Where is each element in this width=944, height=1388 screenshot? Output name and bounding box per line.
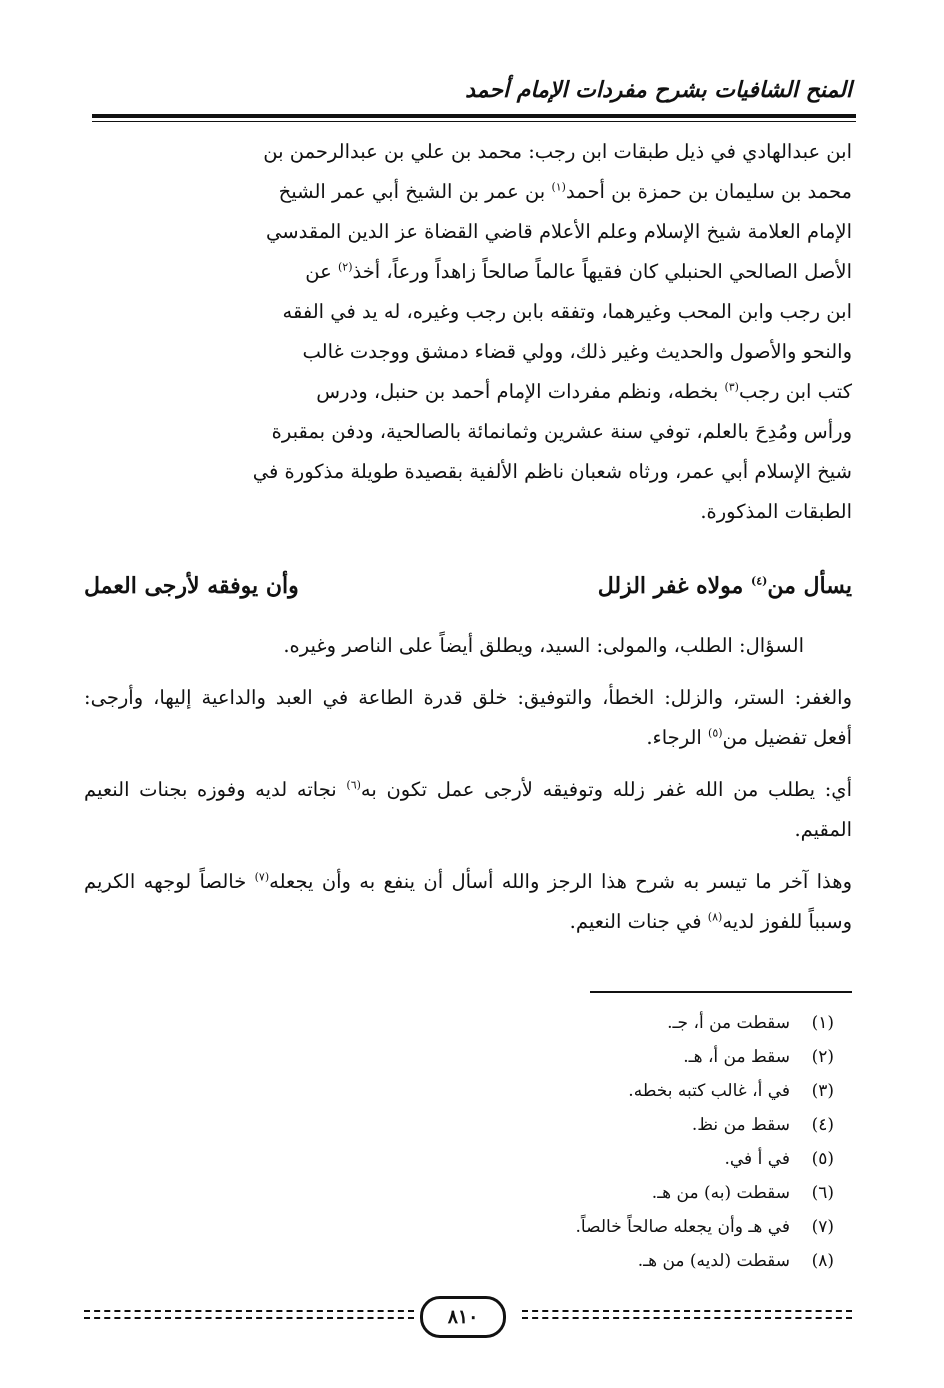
commentary-paragraph: وهذا آخر ما تيسر به شرح هذا الرجز والله أسأل أن ينفع به وأن يجعله$^{(٧)}$ خالصاً لوجهه الكريم وسبباً للفوز لديه$^{(٨)}$ في جنات النعيم.: [84, 870, 852, 933]
footnote-item: [380, 1108, 834, 1142]
text-line: والنحو والأصول والحديث وغير ذلك، وولي قضاء دمشق ووجدت غالب: [302, 340, 852, 363]
footnote-item: [380, 1210, 834, 1244]
poem-verse: [84, 562, 852, 610]
biography-paragraph: [84, 132, 852, 532]
footnote-ref[interactable]: (٥): [708, 726, 723, 740]
footnote-ref[interactable]: (١): [551, 180, 566, 194]
footnote-ref[interactable]: (٤): [751, 574, 768, 588]
running-header-title: المنح الشافيات بشرح مفردات الإمام أحمد: [465, 77, 852, 103]
header-rule-thick: [92, 114, 856, 118]
footnote-separator: [590, 991, 852, 993]
footnote-text: سقطت من أ، جـ.: [667, 1013, 790, 1033]
footnote-item: [380, 1040, 834, 1074]
footnote-text: في أ في.: [724, 1149, 790, 1169]
footnote-ref[interactable]: (٦): [346, 778, 361, 792]
page-footer: [84, 1300, 852, 1344]
footnote-item: [380, 1244, 834, 1278]
text-line: الطبقات المذكورة.: [700, 500, 852, 523]
commentary-paragraph: أي: يطلب من الله غفر زلله وتوفيقه لأرجى عمل تكون به$^{(٦)}$ نجاته لديه وفوزه بجنات النعيم المقيم.: [84, 778, 852, 841]
text-line: شيخ الإسلام أبي عمر، ورثاه شعبان ناظم الألفية بقصيدة طويلة مذكورة في: [252, 460, 852, 483]
footnote-text: سقط من أ، هـ.: [683, 1047, 790, 1067]
footnote-item: [380, 1142, 834, 1176]
footnote-number: (٨): [811, 1251, 834, 1271]
footnote-text: في هـ وأن يجعله صالحاً خالصاً.: [575, 1217, 790, 1237]
footnote-item: [380, 1176, 834, 1210]
text-line: كتب ابن رجب$^{(٣)}$ بخطه، ونظم مفردات الإمام أحمد بن حنبل، ودرس: [316, 380, 852, 403]
footer-dashed-rule: [84, 1310, 414, 1312]
footer-dashed-rule: [84, 1317, 414, 1319]
footnote-ref[interactable]: (٢): [337, 260, 353, 274]
footnote-number: (٥): [811, 1149, 834, 1169]
footnote-number: (٣): [811, 1081, 834, 1101]
text-line: ابن عبدالهادي في ذيل طبقات ابن رجب: محمد بن علي بن عبدالرحمن بن: [263, 140, 852, 163]
footnote-text: سقطت (به) من هـ.: [651, 1183, 790, 1203]
page-number: ٨١٠: [420, 1296, 506, 1338]
footnote-item: [380, 1074, 834, 1108]
text-line: الأصل الصالحي الحنبلي كان فقيهاً عالماً صالحاً زاهداً ورعاً، أخذ$^{(٢)}$ عن: [305, 260, 852, 283]
verse-second-hemistich: وأن يوفقه لأرجى العمل: [84, 573, 299, 599]
footnote-ref[interactable]: (٨): [707, 910, 723, 924]
verse-first-hemistich: يسأل من$^{(٤)}$ مولاه غفر الزلل: [597, 573, 852, 599]
text-line: محمد بن سليمان بن حمزة بن أحمد$^{(١)}$ بن عمر بن الشيخ أبي عمر الشيخ: [278, 180, 852, 203]
text-line: الإمام العلامة شيخ الإسلام وعلم الأعلام قاضي القضاة عز الدين المقدسي: [266, 220, 852, 243]
footnote-text: في أ، غالب كتبه بخطه.: [628, 1081, 790, 1101]
header-rule-thin: [92, 121, 856, 122]
text-line: ورأس ومُدِحَ بالعلم، توفي سنة عشرين وثمانمائة بالصالحية، ودفن بمقبرة: [271, 420, 852, 443]
footnote-item: [380, 1006, 834, 1040]
footnote-ref[interactable]: (٣): [724, 380, 739, 394]
footnotes-list: [380, 1006, 834, 1278]
footnote-ref[interactable]: (٧): [254, 870, 270, 884]
footnote-number: (٦): [811, 1183, 834, 1203]
footer-dashed-rule: [522, 1310, 852, 1312]
commentary: [84, 626, 852, 954]
footnote-number: (١): [811, 1013, 834, 1033]
footnote-text: سقطت (لديه) من هـ.: [637, 1251, 790, 1271]
footer-dashed-rule: [522, 1317, 852, 1319]
footnote-number: (٢): [811, 1047, 834, 1067]
footnote-number: (٤): [811, 1115, 834, 1135]
commentary-paragraph: السؤال: الطلب، والمولى: السيد، ويطلق أيضاً على الناصر وغيره.: [283, 634, 804, 657]
text-line: ابن رجب وابن المحب وغيرهما، وتفقه بابن رجب وغيره، له يد في الفقه: [282, 300, 852, 323]
footnote-text: سقط من نظ.: [691, 1115, 790, 1135]
footnote-number: (٧): [811, 1217, 834, 1237]
commentary-paragraph: والغفر: الستر، والزلل: الخطأ، والتوفيق: خلق قدرة الطاعة في العبد والداعية إليها، وأرجى: أفعل تفضيل من$^{(٥)}$ الرجاء.: [84, 686, 852, 749]
